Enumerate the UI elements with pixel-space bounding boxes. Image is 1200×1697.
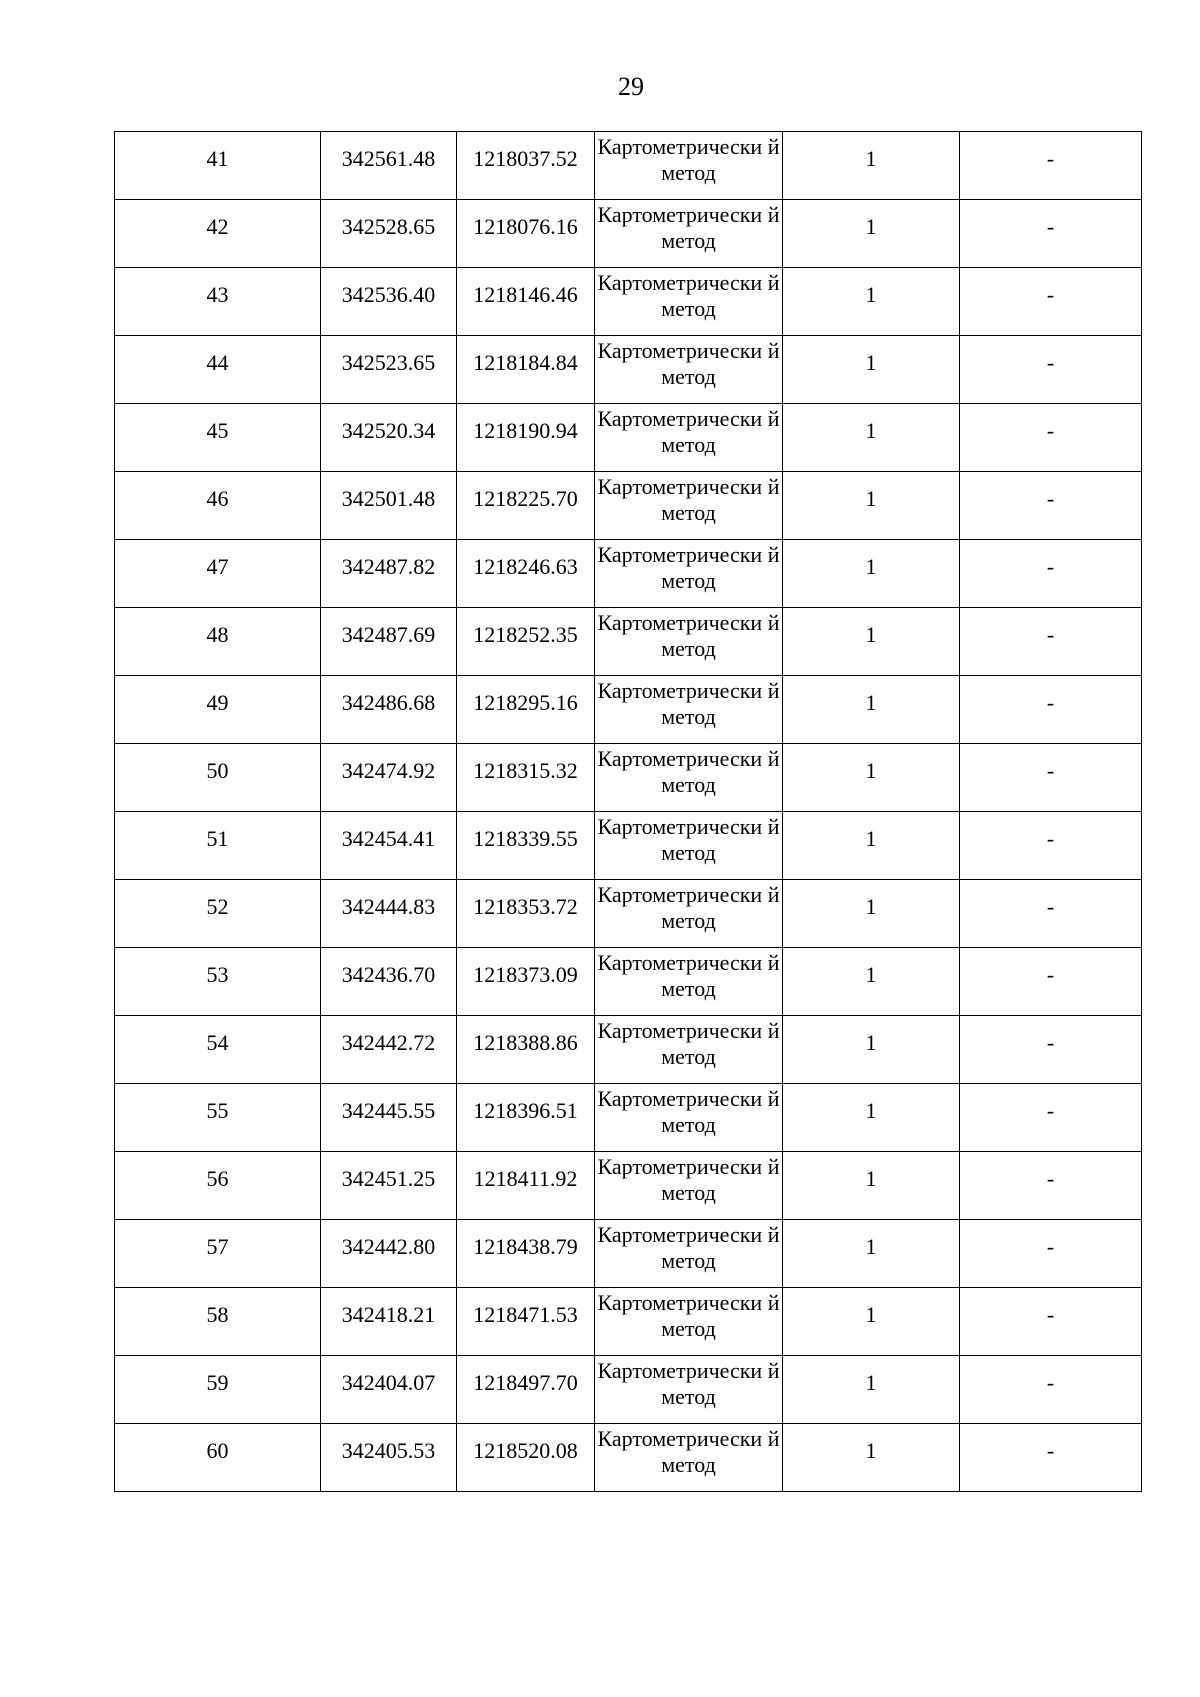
method-cell — [595, 676, 783, 744]
y-coordinate-cell-text: 1218388.86 — [473, 1030, 578, 1055]
point-number-cell-text: 60 — [206, 1438, 229, 1463]
description-cell-text: - — [1046, 1370, 1055, 1395]
y-coordinate-cell-text: 1218295.16 — [473, 690, 578, 715]
table-row — [115, 744, 1142, 812]
x-coordinate-cell — [321, 1152, 457, 1220]
description-cell — [960, 1084, 1142, 1152]
accuracy-cell-text: 1 — [865, 282, 877, 307]
x-coordinate-cell — [321, 200, 457, 268]
description-cell-text: - — [1046, 214, 1055, 239]
x-coordinate-cell-text: 342436.70 — [341, 962, 436, 987]
y-coordinate-cell — [457, 540, 595, 608]
y-coordinate-cell — [457, 880, 595, 948]
x-coordinate-cell — [321, 948, 457, 1016]
accuracy-cell-text: 1 — [865, 350, 877, 375]
point-number-cell-text: 42 — [206, 214, 229, 239]
y-coordinate-cell — [457, 812, 595, 880]
coordinates-table — [114, 131, 1142, 1492]
y-coordinate-cell — [457, 1084, 595, 1152]
point-number-cell-text: 43 — [206, 282, 229, 307]
accuracy-cell-text: 1 — [865, 1370, 877, 1395]
accuracy-cell — [783, 676, 960, 744]
description-cell-text: - — [1046, 418, 1055, 443]
method-cell-text: Картометрически й метод — [597, 678, 780, 729]
x-coordinate-cell — [321, 1424, 457, 1492]
method-cell — [595, 1220, 783, 1288]
point-number-cell-text: 53 — [206, 962, 229, 987]
y-coordinate-cell-text: 1218252.35 — [473, 622, 578, 647]
method-cell — [595, 880, 783, 948]
point-number-cell — [115, 1220, 321, 1288]
x-coordinate-cell — [321, 812, 457, 880]
accuracy-cell-text: 1 — [865, 622, 877, 647]
y-coordinate-cell-text: 1218438.79 — [473, 1234, 578, 1259]
y-coordinate-cell — [457, 948, 595, 1016]
accuracy-cell-text: 1 — [865, 1030, 877, 1055]
accuracy-cell — [783, 880, 960, 948]
method-cell — [595, 1084, 783, 1152]
table-row — [115, 268, 1142, 336]
accuracy-cell — [783, 268, 960, 336]
method-cell-text: Картометрически й метод — [597, 1290, 780, 1341]
point-number-cell-text: 51 — [206, 826, 229, 851]
point-number-cell — [115, 200, 321, 268]
accuracy-cell — [783, 404, 960, 472]
x-coordinate-cell-text: 342487.69 — [341, 622, 436, 647]
method-cell-text: Картометрически й метод — [597, 1154, 780, 1205]
method-cell — [595, 472, 783, 540]
table-row — [115, 608, 1142, 676]
description-cell-text: - — [1046, 1030, 1055, 1055]
x-coordinate-cell-text: 342487.82 — [341, 554, 436, 579]
point-number-cell — [115, 404, 321, 472]
x-coordinate-cell — [321, 744, 457, 812]
accuracy-cell — [783, 336, 960, 404]
method-cell — [595, 1288, 783, 1356]
description-cell — [960, 744, 1142, 812]
point-number-cell-text: 56 — [206, 1166, 229, 1191]
description-cell — [960, 1152, 1142, 1220]
point-number-cell-text: 58 — [206, 1302, 229, 1327]
description-cell-text: - — [1046, 1302, 1055, 1327]
y-coordinate-cell — [457, 200, 595, 268]
x-coordinate-cell-text: 342454.41 — [341, 826, 436, 851]
point-number-cell — [115, 132, 321, 200]
page-number: 29 — [618, 72, 644, 101]
table-row — [115, 1288, 1142, 1356]
x-coordinate-cell — [321, 404, 457, 472]
description-cell-text: - — [1046, 894, 1055, 919]
y-coordinate-cell-text: 1218339.55 — [473, 826, 578, 851]
description-cell — [960, 540, 1142, 608]
y-coordinate-cell-text: 1218353.72 — [473, 894, 578, 919]
description-cell-text: - — [1046, 962, 1055, 987]
x-coordinate-cell — [321, 132, 457, 200]
table-row — [115, 676, 1142, 744]
x-coordinate-cell-text: 342405.53 — [341, 1438, 436, 1463]
y-coordinate-cell-text: 1218190.94 — [473, 418, 578, 443]
point-number-cell — [115, 1356, 321, 1424]
accuracy-cell-text: 1 — [865, 1098, 877, 1123]
accuracy-cell — [783, 540, 960, 608]
method-cell — [595, 1356, 783, 1424]
table-row — [115, 1084, 1142, 1152]
point-number-cell — [115, 948, 321, 1016]
point-number-cell — [115, 540, 321, 608]
y-coordinate-cell — [457, 1016, 595, 1084]
accuracy-cell — [783, 1356, 960, 1424]
x-coordinate-cell-text: 342523.65 — [341, 350, 436, 375]
x-coordinate-cell-text: 342536.40 — [341, 282, 436, 307]
x-coordinate-cell-text: 342442.80 — [341, 1234, 436, 1259]
x-coordinate-cell — [321, 676, 457, 744]
accuracy-cell — [783, 812, 960, 880]
accuracy-cell-text: 1 — [865, 1438, 877, 1463]
method-cell — [595, 1152, 783, 1220]
description-cell-text: - — [1046, 1438, 1055, 1463]
accuracy-cell — [783, 1152, 960, 1220]
y-coordinate-cell-text: 1218076.16 — [473, 214, 578, 239]
point-number-cell-text: 59 — [206, 1370, 229, 1395]
point-number-cell — [115, 744, 321, 812]
table-row — [115, 1220, 1142, 1288]
y-coordinate-cell — [457, 608, 595, 676]
point-number-cell-text: 48 — [206, 622, 229, 647]
x-coordinate-cell — [321, 608, 457, 676]
point-number-cell — [115, 608, 321, 676]
point-number-cell — [115, 812, 321, 880]
method-cell — [595, 948, 783, 1016]
y-coordinate-cell-text: 1218246.63 — [473, 554, 578, 579]
method-cell — [595, 1424, 783, 1492]
point-number-cell-text: 55 — [206, 1098, 229, 1123]
description-cell-text: - — [1046, 690, 1055, 715]
description-cell-text: - — [1046, 826, 1055, 851]
table-row — [115, 404, 1142, 472]
method-cell-text: Картометрически й метод — [597, 202, 780, 253]
point-number-cell-text: 50 — [206, 758, 229, 783]
point-number-cell-text: 47 — [206, 554, 229, 579]
y-coordinate-cell-text: 1218315.32 — [473, 758, 578, 783]
point-number-cell-text: 46 — [206, 486, 229, 511]
x-coordinate-cell-text: 342442.72 — [341, 1030, 436, 1055]
x-coordinate-cell-text: 342418.21 — [341, 1302, 436, 1327]
accuracy-cell-text: 1 — [865, 554, 877, 579]
table-row — [115, 1424, 1142, 1492]
y-coordinate-cell — [457, 1288, 595, 1356]
y-coordinate-cell-text: 1218497.70 — [473, 1370, 578, 1395]
method-cell — [595, 268, 783, 336]
method-cell-text: Картометрически й метод — [597, 338, 780, 389]
table-row — [115, 132, 1142, 200]
description-cell — [960, 336, 1142, 404]
method-cell-text: Картометрически й метод — [597, 474, 780, 525]
method-cell — [595, 812, 783, 880]
method-cell-text: Картометрически й метод — [597, 542, 780, 593]
accuracy-cell-text: 1 — [865, 214, 877, 239]
accuracy-cell-text: 1 — [865, 690, 877, 715]
point-number-cell-text: 41 — [206, 146, 229, 171]
method-cell-text: Картометрически й метод — [597, 882, 780, 933]
description-cell — [960, 608, 1142, 676]
method-cell-text: Картометрически й метод — [597, 1426, 780, 1477]
y-coordinate-cell — [457, 132, 595, 200]
point-number-cell-text: 52 — [206, 894, 229, 919]
method-cell — [595, 540, 783, 608]
x-coordinate-cell — [321, 336, 457, 404]
method-cell — [595, 336, 783, 404]
x-coordinate-cell-text: 342486.68 — [341, 690, 436, 715]
x-coordinate-cell-text: 342528.65 — [341, 214, 436, 239]
accuracy-cell — [783, 608, 960, 676]
accuracy-cell — [783, 1220, 960, 1288]
accuracy-cell-text: 1 — [865, 1302, 877, 1327]
description-cell — [960, 676, 1142, 744]
point-number-cell — [115, 1084, 321, 1152]
x-coordinate-cell-text: 342501.48 — [341, 486, 436, 511]
description-cell — [960, 1016, 1142, 1084]
description-cell — [960, 404, 1142, 472]
description-cell-text: - — [1046, 758, 1055, 783]
description-cell-text: - — [1046, 146, 1055, 171]
point-number-cell-text: 44 — [206, 350, 229, 375]
y-coordinate-cell-text: 1218411.92 — [473, 1166, 578, 1191]
method-cell — [595, 200, 783, 268]
description-cell — [960, 812, 1142, 880]
accuracy-cell-text: 1 — [865, 826, 877, 851]
x-coordinate-cell — [321, 540, 457, 608]
x-coordinate-cell — [321, 1220, 457, 1288]
description-cell — [960, 880, 1142, 948]
accuracy-cell — [783, 1084, 960, 1152]
method-cell-text: Картометрически й метод — [597, 406, 780, 457]
x-coordinate-cell-text: 342444.83 — [341, 894, 436, 919]
y-coordinate-cell-text: 1218471.53 — [473, 1302, 578, 1327]
method-cell-text: Картометрически й метод — [597, 610, 780, 661]
accuracy-cell-text: 1 — [865, 486, 877, 511]
table-row — [115, 200, 1142, 268]
coordinates-table-body — [115, 132, 1142, 1492]
description-cell — [960, 200, 1142, 268]
method-cell — [595, 132, 783, 200]
table-row — [115, 1016, 1142, 1084]
table-row — [115, 880, 1142, 948]
point-number-cell — [115, 676, 321, 744]
description-cell-text: - — [1046, 486, 1055, 511]
accuracy-cell-text: 1 — [865, 962, 877, 987]
point-number-cell-text: 54 — [206, 1030, 229, 1055]
point-number-cell — [115, 336, 321, 404]
y-coordinate-cell — [457, 1220, 595, 1288]
y-coordinate-cell — [457, 744, 595, 812]
method-cell-text: Картометрически й метод — [597, 950, 780, 1001]
method-cell-text: Картометрически й метод — [597, 1358, 780, 1409]
y-coordinate-cell-text: 1218146.46 — [473, 282, 578, 307]
method-cell-text: Картометрически й метод — [597, 814, 780, 865]
description-cell — [960, 1220, 1142, 1288]
description-cell-text: - — [1046, 1166, 1055, 1191]
x-coordinate-cell-text: 342561.48 — [341, 146, 436, 171]
accuracy-cell — [783, 744, 960, 812]
x-coordinate-cell-text: 342404.07 — [341, 1370, 436, 1395]
description-cell — [960, 1356, 1142, 1424]
table-row — [115, 336, 1142, 404]
point-number-cell — [115, 880, 321, 948]
y-coordinate-cell-text: 1218396.51 — [473, 1098, 578, 1123]
point-number-cell — [115, 1424, 321, 1492]
x-coordinate-cell-text: 342445.55 — [341, 1098, 436, 1123]
point-number-cell — [115, 1016, 321, 1084]
y-coordinate-cell-text: 1218037.52 — [473, 146, 578, 171]
y-coordinate-cell-text: 1218373.09 — [473, 962, 578, 987]
method-cell-text: Картометрически й метод — [597, 1086, 780, 1137]
point-number-cell-text: 57 — [206, 1234, 229, 1259]
method-cell-text: Картометрически й метод — [597, 746, 780, 797]
y-coordinate-cell — [457, 404, 595, 472]
description-cell — [960, 268, 1142, 336]
table-row — [115, 948, 1142, 1016]
x-coordinate-cell — [321, 472, 457, 540]
x-coordinate-cell — [321, 1084, 457, 1152]
description-cell — [960, 1288, 1142, 1356]
description-cell — [960, 948, 1142, 1016]
table-row — [115, 1356, 1142, 1424]
point-number-cell — [115, 268, 321, 336]
method-cell — [595, 404, 783, 472]
accuracy-cell — [783, 200, 960, 268]
method-cell — [595, 1016, 783, 1084]
description-cell — [960, 132, 1142, 200]
method-cell-text: Картометрически й метод — [597, 270, 780, 321]
accuracy-cell — [783, 1016, 960, 1084]
description-cell-text: - — [1046, 350, 1055, 375]
point-number-cell — [115, 472, 321, 540]
point-number-cell — [115, 1288, 321, 1356]
method-cell-text: Картометрически й метод — [597, 1222, 780, 1273]
accuracy-cell-text: 1 — [865, 758, 877, 783]
x-coordinate-cell-text: 342474.92 — [341, 758, 436, 783]
y-coordinate-cell-text: 1218520.08 — [473, 1438, 578, 1463]
accuracy-cell — [783, 472, 960, 540]
y-coordinate-cell — [457, 1152, 595, 1220]
accuracy-cell-text: 1 — [865, 418, 877, 443]
description-cell-text: - — [1046, 1234, 1055, 1259]
x-coordinate-cell — [321, 1356, 457, 1424]
x-coordinate-cell-text: 342520.34 — [341, 418, 436, 443]
description-cell — [960, 1424, 1142, 1492]
description-cell-text: - — [1046, 554, 1055, 579]
y-coordinate-cell — [457, 1356, 595, 1424]
x-coordinate-cell — [321, 268, 457, 336]
description-cell — [960, 472, 1142, 540]
x-coordinate-cell — [321, 1288, 457, 1356]
method-cell-text: Картометрически й метод — [597, 1018, 780, 1069]
x-coordinate-cell — [321, 1016, 457, 1084]
accuracy-cell-text: 1 — [865, 1166, 877, 1191]
accuracy-cell — [783, 132, 960, 200]
table-row — [115, 812, 1142, 880]
table-row — [115, 540, 1142, 608]
accuracy-cell-text: 1 — [865, 894, 877, 919]
method-cell — [595, 608, 783, 676]
accuracy-cell-text: 1 — [865, 1234, 877, 1259]
y-coordinate-cell-text: 1218184.84 — [473, 350, 578, 375]
description-cell-text: - — [1046, 622, 1055, 647]
accuracy-cell — [783, 1288, 960, 1356]
accuracy-cell — [783, 948, 960, 1016]
x-coordinate-cell-text: 342451.25 — [341, 1166, 436, 1191]
x-coordinate-cell — [321, 880, 457, 948]
y-coordinate-cell — [457, 1424, 595, 1492]
point-number-cell-text: 49 — [206, 690, 229, 715]
description-cell-text: - — [1046, 1098, 1055, 1123]
y-coordinate-cell-text: 1218225.70 — [473, 486, 578, 511]
description-cell-text: - — [1046, 282, 1055, 307]
method-cell-text: Картометрически й метод — [597, 134, 780, 185]
y-coordinate-cell — [457, 268, 595, 336]
point-number-cell — [115, 1152, 321, 1220]
y-coordinate-cell — [457, 336, 595, 404]
table-row — [115, 472, 1142, 540]
table-row — [115, 1152, 1142, 1220]
y-coordinate-cell — [457, 472, 595, 540]
accuracy-cell — [783, 1424, 960, 1492]
y-coordinate-cell — [457, 676, 595, 744]
point-number-cell-text: 45 — [206, 418, 229, 443]
accuracy-cell-text: 1 — [865, 146, 877, 171]
method-cell — [595, 744, 783, 812]
